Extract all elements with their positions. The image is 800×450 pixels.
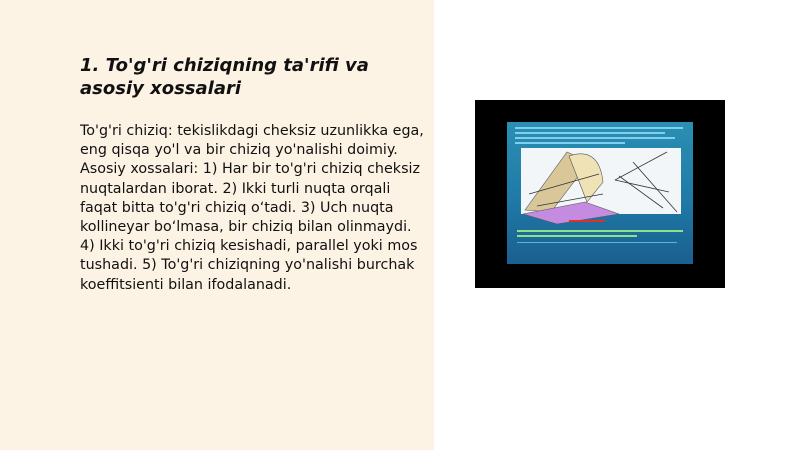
embedded-slide-screen: [507, 122, 693, 264]
decorative-text-line: [517, 230, 683, 232]
decorative-text-line: [515, 127, 683, 129]
slide-title: 1. To'g'ri chiziqning ta'rifi va asosiy xossalari: [80, 55, 369, 99]
geometry-illustration: [475, 100, 725, 288]
decorative-text-line: [517, 242, 677, 243]
decorative-text-line: [515, 137, 675, 139]
decorative-text-line: [515, 132, 665, 134]
decorative-text-line: [569, 220, 605, 222]
geometry-drawing: [507, 122, 693, 264]
decorative-text-line: [515, 142, 625, 144]
decorative-text-line: [517, 235, 637, 237]
slide-body-text: To'g'ri chiziq: tekislikdagi cheksiz uzunlikka ega, eng qisqa yo'l va bir chiziq yo'nalishi doimiy. Asosiy xossalari: 1) Har bir to'g'ri chiziq cheksiz nuqtalardan iborat. 2) Ikki turli nuqta orqali faqat bitta to'g'ri chiziq o‘tadi. 3) Uch nuqta kollineyar bo‘lmasa, bir chiziq bilan olinmaydi. 4) Ikki to'g'ri chiziq kesishadi, parallel yoki mos tushadi. 5) To'g'ri chiziqning yo'nalishi burchak koeffitsienti bilan ifodalanadi.: [80, 123, 424, 293]
